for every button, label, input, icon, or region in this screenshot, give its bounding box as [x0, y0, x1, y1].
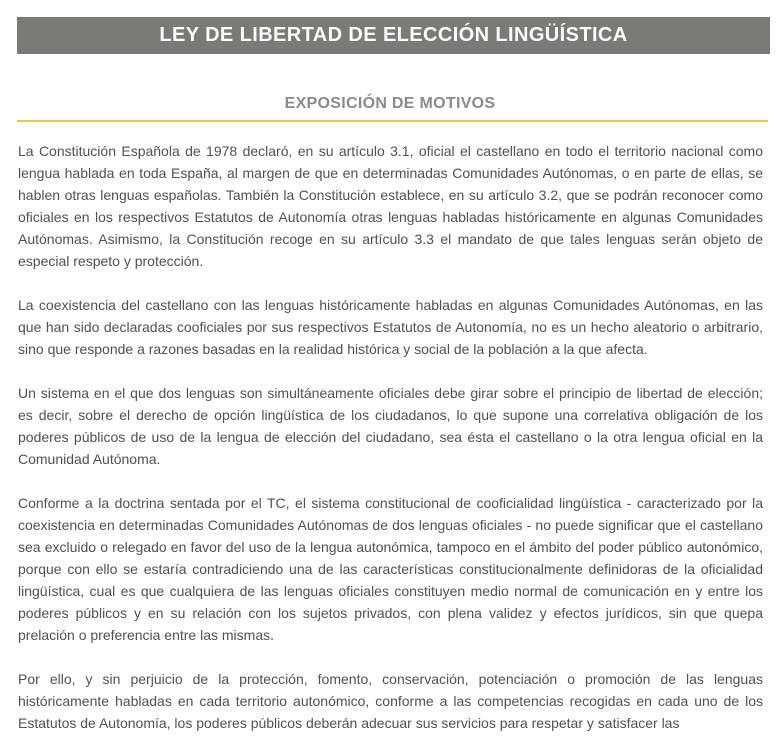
document-page: [0, 17, 780, 752]
document-title: LEY DE LIBERTAD DE ELECCIÓN LINGÜÍSTICA: [159, 24, 628, 46]
paragraph: Por ello, y sin perjuicio de la protección, fomento, conservación, potenciación o promoción de las lenguas históricamente habladas en cada territorio autonómico, conforme a las competencias recogidas en cada uno de los Estatutos de Autonomía, los poderes públicos deberán adecuar sus servicios para respetar y satisfacer las: [18, 671, 763, 731]
section-divider: [17, 120, 768, 122]
document-title-bar: [17, 17, 770, 54]
paragraph: La Constitución Española de 1978 declaró, en su artículo 3.1, oficial el castellano en todo el territorio nacional como lengua hablada en toda España, al margen de que en determinadas Comunidades Autónomas, o en parte de ellas, se hablen otras lenguas españolas. También la Constitución establece, en su artículo 3.2, que se podrán reconocer como oficiales en los respectivos Estatutos de Autonomía otras lenguas habladas históricamente en algunas Comunidades Autónomas. Asimismo, la Constitución recoge en su artículo 3.3 el mandato de que tales lenguas serán objeto de especial respeto y protección.: [18, 143, 763, 269]
paragraph: Un sistema en el que dos lenguas son simultáneamente oficiales debe girar sobre el principio de libertad de elección; es decir, sobre el derecho de opción lingüística de los ciudadanos, lo que supone una correlativa obligación de los poderes públicos de uso de la lengua de elección del ciudadano, sea ésta el castellano o la otra lengua oficial en la Comunidad Autónoma.: [18, 385, 763, 467]
paragraph: Conforme a la doctrina sentada por el TC, el sistema constitucional de cooficialidad lingüística - caracterizado por la coexistencia en determinadas Comunidades Autónomas de dos lenguas oficiales - no puede significar que el castellano sea excluido o relegado en favor del uso de la lengua autonómica, tampoco en el ámbito del poder público autonómico, porque con ello se estaría contradiciendo una de las características constitucionalmente definidoras de la oficialidad lingüística, cual es que cualquiera de las lenguas oficiales constituyen medio normal de comunicación en y entre los poderes públicos y en su relación con los sujetos privados, con plena validez y efectos jurídicos, sin que quepa prelación o preferencia entre las mismas.: [18, 495, 763, 643]
document-body: [18, 140, 763, 734]
section-heading: EXPOSICIÓN DE MOTIVOS: [284, 95, 496, 112]
paragraph: La coexistencia del castellano con las lenguas históricamente habladas en algunas Comunidades Autónomas, en las que han sido declaradas cooficiales por sus respectivos Estatutos de Autonomía, no es un hecho aleatorio o arbitrario, sino que responde a razones basadas en la realidad histórica y social de la población a la que afecta.: [18, 297, 763, 357]
